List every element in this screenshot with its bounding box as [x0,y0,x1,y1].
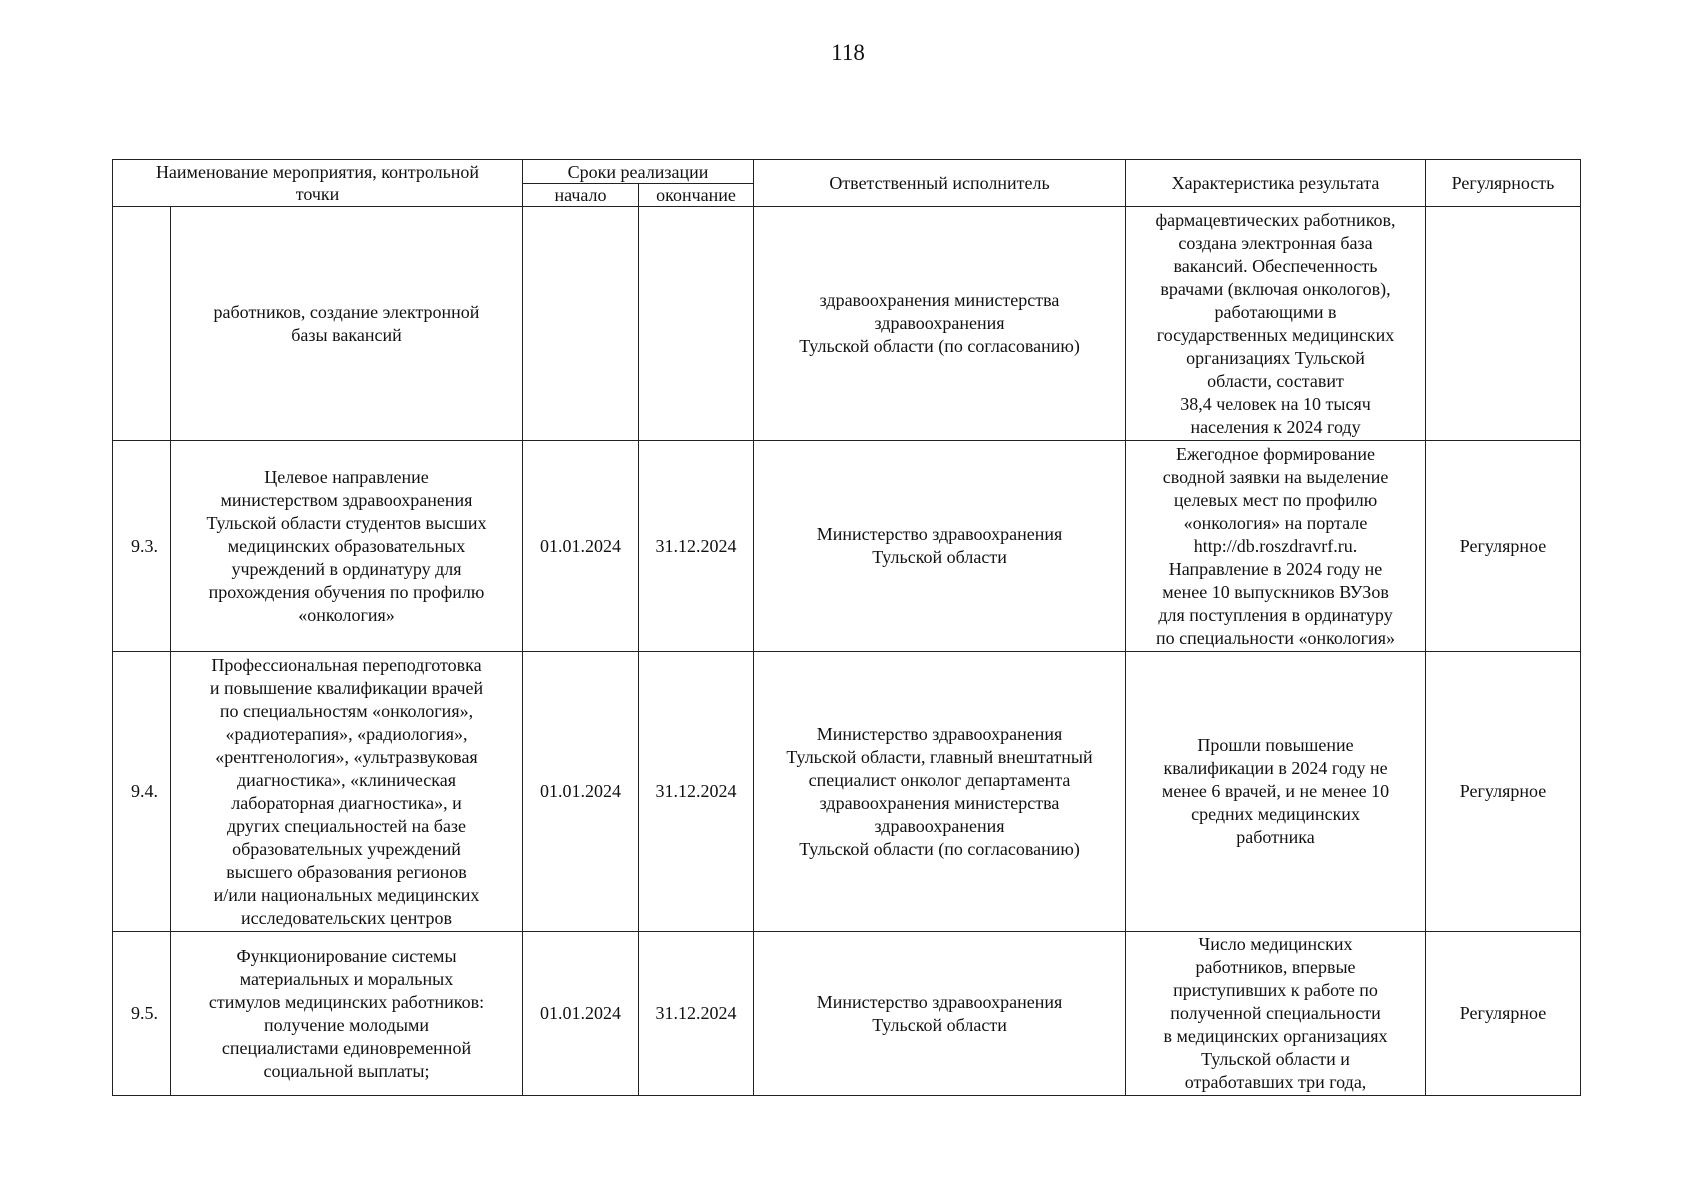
row-executor: Министерство здравоохранения Тульской области [754,932,1126,1096]
table-row [113,441,1581,652]
row-end: 31.12.2024 [639,932,754,1096]
row-end [639,207,754,441]
row-regularity: Регулярное [1426,441,1581,652]
row-name: работников, создание электронной базы вакансий [171,207,523,441]
row-number: 9.5. [113,932,171,1096]
row-end: 31.12.2024 [639,652,754,932]
row-number [113,207,171,441]
header-name: Наименование мероприятия, контрольной точки [113,160,523,207]
row-number: 9.3. [113,441,171,652]
header-regularity: Регулярность [1426,160,1581,207]
page-number: 118 [831,40,865,65]
table-row [113,932,1581,1096]
row-executor: Министерство здравоохранения Тульской области, главный внештатный специалист онколог департамента здравоохранения министерства здравоохранения Тульской области (по согласованию) [754,652,1126,932]
row-end: 31.12.2024 [639,441,754,652]
row-start: 01.01.2024 [523,441,639,652]
row-start: 01.01.2024 [523,932,639,1096]
row-number: 9.4. [113,652,171,932]
measures-table [112,159,1581,1096]
table-row [113,207,1581,441]
header-end: окончание [639,184,754,207]
row-result: фармацевтических работников, создана электронная база вакансий. Обеспеченность врачами (включая онкологов), работающими в государственных медицинских организациях Тульской области, составит 38,4 человек на 10 тысяч населения к 2024 году [1126,207,1426,441]
row-start [523,207,639,441]
row-name: Целевое направление министерством здравоохранения Тульской области студентов высших медицинских образовательных учреждений в ординатуру для прохождения обучения по профилю «онкология» [171,441,523,652]
header-result: Характеристика результата [1126,160,1426,207]
header-period: Сроки реализации [523,160,754,184]
row-result: Ежегодное формирование сводной заявки на выделение целевых мест по профилю «онкология» на портале http://db.roszdravrf.ru. Направление в 2024 году не менее 10 выпускников ВУЗов для поступления в ординатуру по специальности «онкология» [1126,441,1426,652]
row-name: Функционирование системы материальных и моральных стимулов медицинских работников: получение молодыми специалистами единовременной социальной выплаты; [171,932,523,1096]
header-executor: Ответственный исполнитель [754,160,1126,207]
row-result: Прошли повышение квалификации в 2024 году не менее 6 врачей, и не менее 10 средних медицинских работника [1126,652,1426,932]
row-regularity [1426,207,1581,441]
row-name: Профессиональная переподготовка и повышение квалификации врачей по специальностям «онкология», «радиотерапия», «радиология», «рентгенология», «ультразвуковая диагностика», «клиническая лабораторная диагностика», и других специальностей на базе образовательных учреждений высшего образования регионов и/или национальных медицинских исследовательских центров [171,652,523,932]
row-regularity: Регулярное [1426,652,1581,932]
header-start: начало [523,184,639,207]
row-executor: здравоохранения министерства здравоохранения Тульской области (по согласованию) [754,207,1126,441]
row-executor: Министерство здравоохранения Тульской области [754,441,1126,652]
row-regularity: Регулярное [1426,932,1581,1096]
row-result: Число медицинских работников, впервые приступивших к работе по полученной специальности в медицинских организациях Тульской области и отработавших три года, [1126,932,1426,1096]
row-start: 01.01.2024 [523,652,639,932]
table-row [113,652,1581,932]
